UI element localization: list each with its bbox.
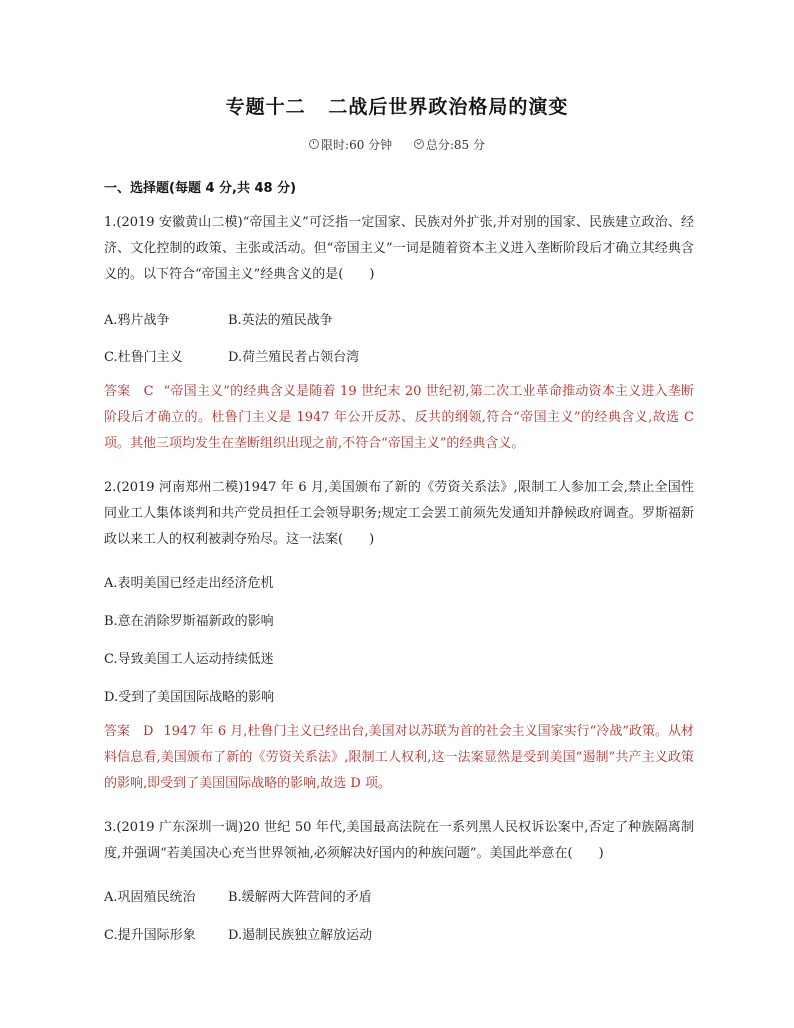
q1-answer-text: “帝国主义”的经典含义是随着 19 世纪末 20 世纪初,第二次工业革命推动资本主义进入垄断阶段后才确立的。杜鲁门主义是 1947 年公开反苏、反共的纲领,符合“帝国主义”的经典含义,故选 C 项。其他三项均发生在垄断组织出现之前,不符合“帝国主义”的经典含义。 (104, 384, 694, 451)
q2-answer-label: 答案 D (104, 724, 154, 739)
section-heading: 一、选择题(每题 4 分,共 48 分) (104, 181, 297, 196)
total-score: 总分:85 分 (425, 138, 485, 152)
q2-option-b: B.意在消除罗斯福新政的影响 (104, 614, 274, 629)
page-title: 专题十二 二战后世界政治格局的演变 (225, 96, 569, 118)
time-limit: 限时:60 分钟 (321, 138, 393, 152)
q1-option-a: A.鸦片战争 (104, 313, 170, 328)
question-1-stem: 1.(2019 安徽黄山二模)“帝国主义”可泛指一定国家、民族对外扩张,并对别的国家、民族建立政治、经济、文化控制的政策、主张或活动。但“帝国主义”一词是随着资本主义进入垄断阶段后才确立其经典含义的。以下符合“帝国主义”经典含义的是( ) (104, 215, 694, 282)
question-3-options-row-1 (104, 886, 372, 905)
q3-option-c: C.提升国际形象 (104, 928, 196, 943)
question-1-options-row-1 (104, 309, 333, 328)
q2-option-c: C.导致美国工人运动持续低迷 (104, 652, 274, 667)
q3-option-d: D.遏制民族独立解放运动 (228, 928, 373, 943)
q1-option-d: D.荷兰殖民者占领台湾 (228, 350, 360, 365)
question-3-options-row-2 (104, 924, 373, 943)
exam-meta (0, 136, 794, 153)
check-icon (414, 139, 424, 149)
q3-option-a: A.巩固殖民统治 (104, 890, 196, 905)
question-2-stem: 2.(2019 河南郑州二模)1947 年 6 月,美国颁布了新的《劳资关系法》,限制工人参加工会,禁止全国性同业工人集体谈判和共产党员担任工会领导职务;规定工会罢工前须先发通知并静候政府调查。罗斯福新政以来工人的权利被剥夺殆尽。这一法案( ) (104, 480, 694, 547)
question-2-answer (104, 719, 694, 797)
q1-option-b: B.英法的殖民战争 (228, 313, 333, 328)
question-1-options-row-2 (104, 346, 360, 365)
q3-option-b: B.缓解两大阵营间的矛盾 (228, 890, 372, 905)
q1-answer-label: 答案 C (104, 384, 154, 399)
q2-answer-text: 1947 年 6 月,杜鲁门主义已经出台,美国对以苏联为首的社会主义国家实行“冷战”政策。从材料信息看,美国颁布了新的《劳资关系法》,限制工人权利,这一法案显然是受到美国“遏制”共产主义政策的影响,即受到了美国国际战略的影响,故选 D 项。 (104, 724, 694, 791)
q2-option-a: A.表明美国已经走出经济危机 (104, 576, 274, 591)
question-1-answer (104, 379, 694, 457)
q2-option-d: D.受到了美国国际战略的影响 (104, 690, 275, 705)
q1-option-c: C.杜鲁门主义 (104, 350, 183, 365)
clock-icon (309, 139, 319, 149)
question-3-stem: 3.(2019 广东深圳一调)20 世纪 50 年代,美国最高法院在一系列黑人民权诉讼案中,否定了种族隔离制度,并强调“若美国决心充当世界领袖,必须解决好国内的种族问题”。美国此举意在( ) (104, 820, 694, 861)
